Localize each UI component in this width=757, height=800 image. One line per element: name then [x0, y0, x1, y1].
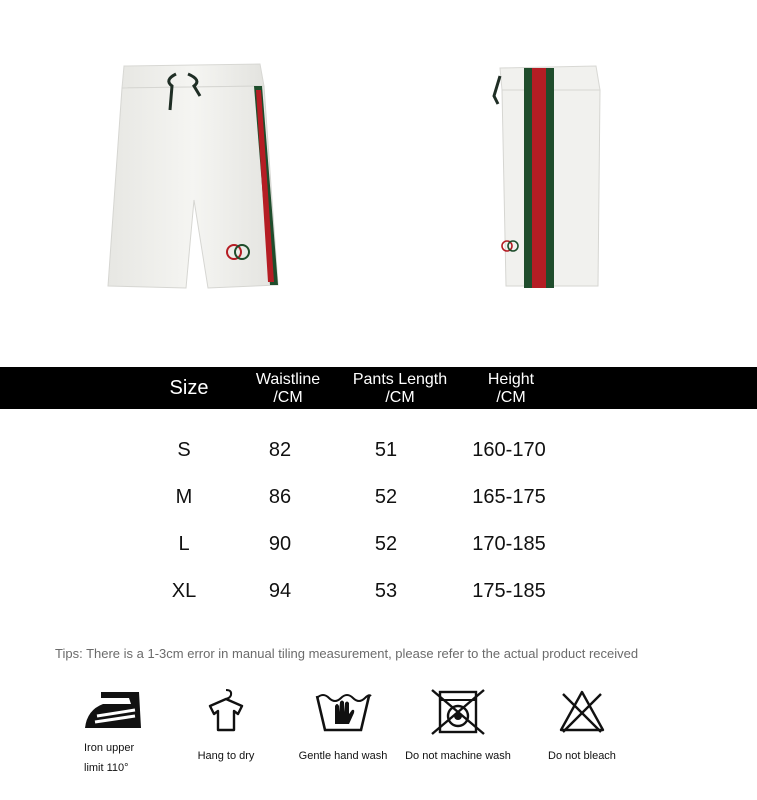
header-waistline: Waistline /CM [255, 371, 321, 406]
no-bleach-label: Do not bleach [548, 750, 616, 762]
table-row [0, 435, 757, 465]
pants-length-value: 52 [374, 486, 398, 508]
pants-length-value: 52 [374, 533, 398, 555]
hand-wash-label: Gentle hand wash [298, 750, 388, 762]
header-size: Size [169, 377, 209, 399]
height-value: 165-175 [472, 486, 546, 508]
care-no-machine-wash [398, 688, 518, 766]
header-height: Height /CM [487, 371, 535, 406]
size-table-header [0, 367, 757, 409]
height-value: 170-185 [472, 533, 546, 555]
waistline-value: 90 [268, 533, 292, 555]
pants-length-value: 53 [374, 580, 398, 602]
no-machine-wash-icon [428, 688, 488, 736]
iron-label-line2: limit 110° [84, 762, 129, 774]
no-bleach-icon [557, 688, 607, 734]
hand-wash-icon [313, 688, 373, 734]
care-iron [74, 688, 154, 778]
waistline-value: 94 [268, 580, 292, 602]
size-value: L [178, 533, 190, 555]
hanger-icon [204, 688, 248, 732]
care-no-bleach [532, 688, 632, 766]
waistline-value: 82 [268, 439, 292, 461]
hang-label: Hang to dry [197, 750, 255, 762]
size-value: XL [171, 580, 197, 602]
size-value: S [177, 439, 191, 461]
iron-icon [83, 688, 145, 732]
care-hang-dry [186, 688, 266, 766]
shorts-front-image [104, 60, 284, 295]
care-hand-wash [293, 688, 393, 766]
size-value: M [175, 486, 193, 508]
table-row [0, 482, 757, 512]
pants-length-value: 51 [374, 439, 398, 461]
shorts-side-image [488, 60, 608, 295]
table-row [0, 576, 757, 606]
iron-label-line1: Iron upper [84, 742, 135, 754]
height-value: 175-185 [472, 580, 546, 602]
height-value: 160-170 [472, 439, 546, 461]
measurement-tip: Tips: There is a 1-3cm error in manual tiling measurement, please refer to the actual product received [55, 646, 639, 661]
table-row [0, 529, 757, 559]
no-machine-wash-label: Do not machine wash [405, 750, 511, 762]
header-pants-length: Pants Length /CM [352, 371, 448, 406]
waistline-value: 86 [268, 486, 292, 508]
